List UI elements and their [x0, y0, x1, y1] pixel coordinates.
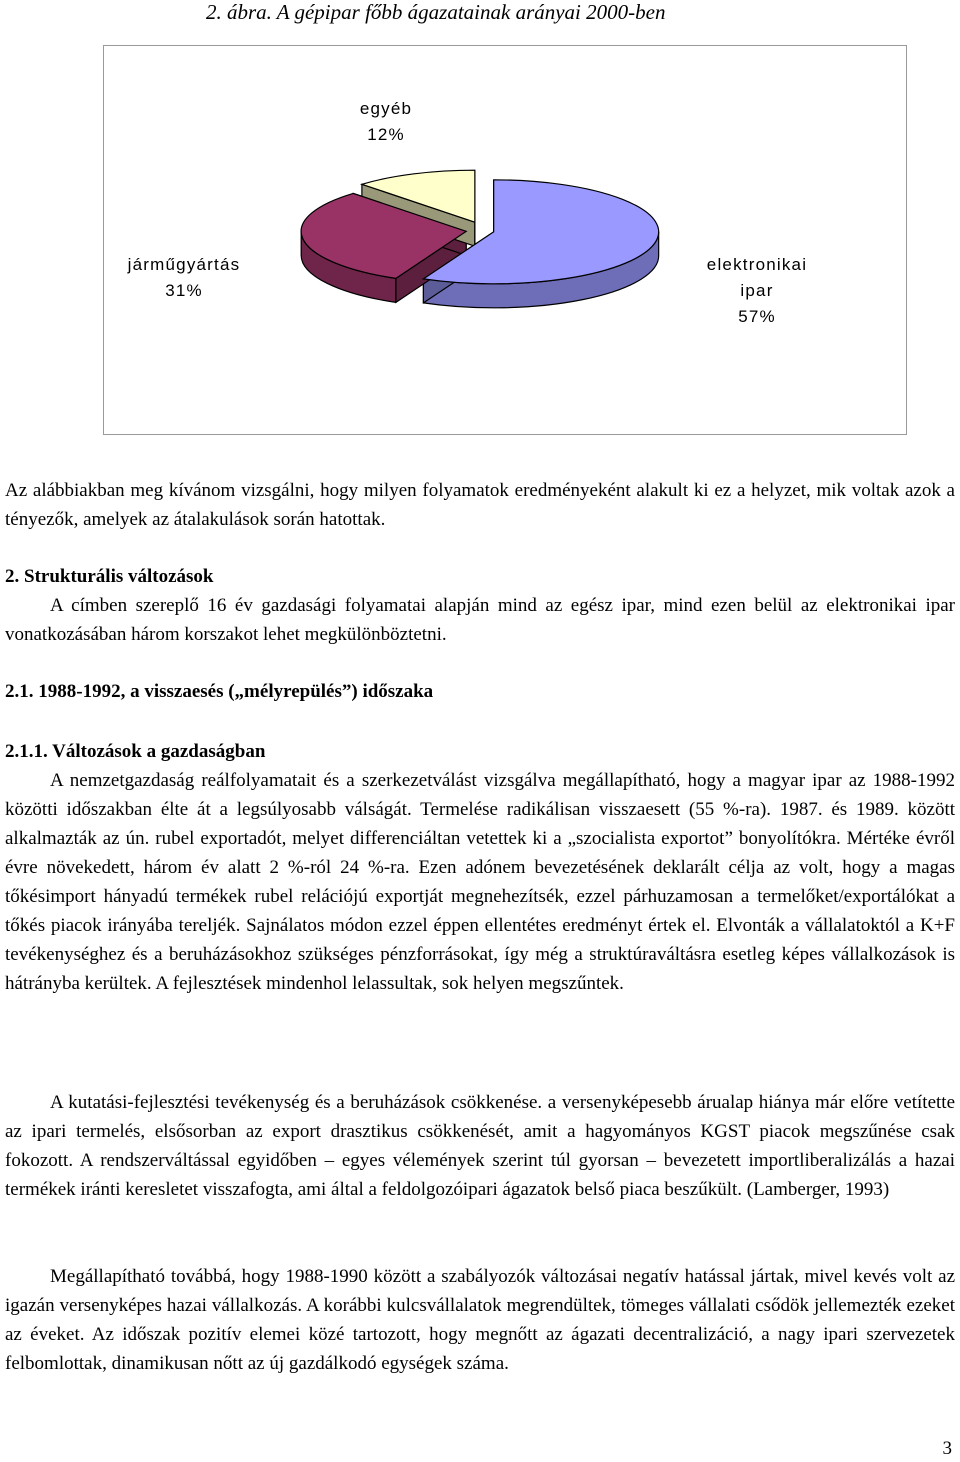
paragraph-economy-changes: A nemzetgazdaság reálfolyamatait és a szerkezetválást vizsgálva megállapítható, hogy a magyar ipar az 1988-1992 közötti időszakban élte át a legsúlyosabb válságát. Termelése radikálisan visszaesett (55 %-ra). 1987. és 1989. között alkalmazták az ún. rubel exportadót, melyet differenciáltan vetettek ki a „szocialista exportot” bonyolítókra. Mértéke évről évre növekedett, három év alatt 2 %-ról 24 %-ra. Ezen adónem bevezetésének deklarált célja az volt, hogy a magas tőkésimport hányadú termékek rubel relációjú exportját megnehezítsék, ezzel párhuzamosan a termelőket/exportálókat a tőkés piacok irányába tereljék. Sajnálatos módon ezzel éppen ellentétes eredményt értek el. Elvonták a vállalatoktól a K+F tevékenységhez és a beruházásokhoz szükséges pénzforrásokat, így még a struktúraváltásra esetleg képes vállalkozások is hátrányba kerültek. A fejlesztések mindenhol lelassultak, sok helyen megszűntek. [5, 770, 955, 994]
section-heading-2-1: 2.1. 1988-1992, a visszaesés („mélyrepülés”) időszaka [5, 681, 434, 702]
intro-paragraph: Az alábbiakban meg kívánom vizsgálni, hogy milyen folyamatok eredményeként alakult ki ez a helyzet, mik voltak azok a tényezők, amelyek az átalakulások során hatottak. [5, 480, 955, 530]
page-number: 3 [942, 1438, 952, 1459]
label-elektronikai-ipar: elektronikai ipar 57% [706, 255, 808, 326]
section-heading-2-1-1: 2.1.1. Változások a gazdaságban [5, 741, 266, 762]
label-jarmugyartas: járműgyártás 31% [127, 255, 241, 300]
paragraph-rd-decline: A kutatási-fejlesztési tevékenység és a beruházások csökkenése. a versenyképesebb árualap hiánya már előre vetítette az ipari termelés, elsősorban az export drasztikus csökkenését, amit a hagyományos KGST piacok megszűnése csak fokozott. A rendszerváltással egyidőben – egyes vélemények szerint túl gyorsan – bevezetett importliberalizálás a hazai termékek iránti keresletet visszafogta, ami által a feldolgozóipari ágazatok belső piaca beszűkült. (Lamberger, 1993) [5, 1092, 955, 1200]
pie-chart [104, 46, 906, 434]
paragraph-regulators: Megállapítható továbbá, hogy 1988-1990 között a szabályozók változásai negatív hatással jártak, mivel kevés volt az igazán versenyképes hazai vállalkozás. A korábbi kulcsvállalatok megrendültek, tömeges vállalati csődök jellemezték ezeket az éveket. Az időszak pozitív elemei közé tartozott, hogy megnőtt az ágazati decentralizáció, a nagy ipari szervezetek felbomlottak, dinamikusan nőtt az új gazdálkodó egységek száma. [5, 1266, 955, 1374]
label-egyeb: egyéb 12% [359, 99, 413, 144]
section-2-paragraph: A címben szereplő 16 év gazdasági folyamatai alapján mind az egész ipar, mind ezen belül az elektronikai ipar vonatkozásában három korszakot lehet megkülönböztetni. [5, 595, 955, 645]
figure-caption: 2. ábra. A gépipar főbb ágazatainak arányai 2000-ben [206, 0, 666, 24]
section-heading-2: 2. Strukturális változások [5, 566, 214, 587]
pie-chart-frame [103, 45, 907, 435]
